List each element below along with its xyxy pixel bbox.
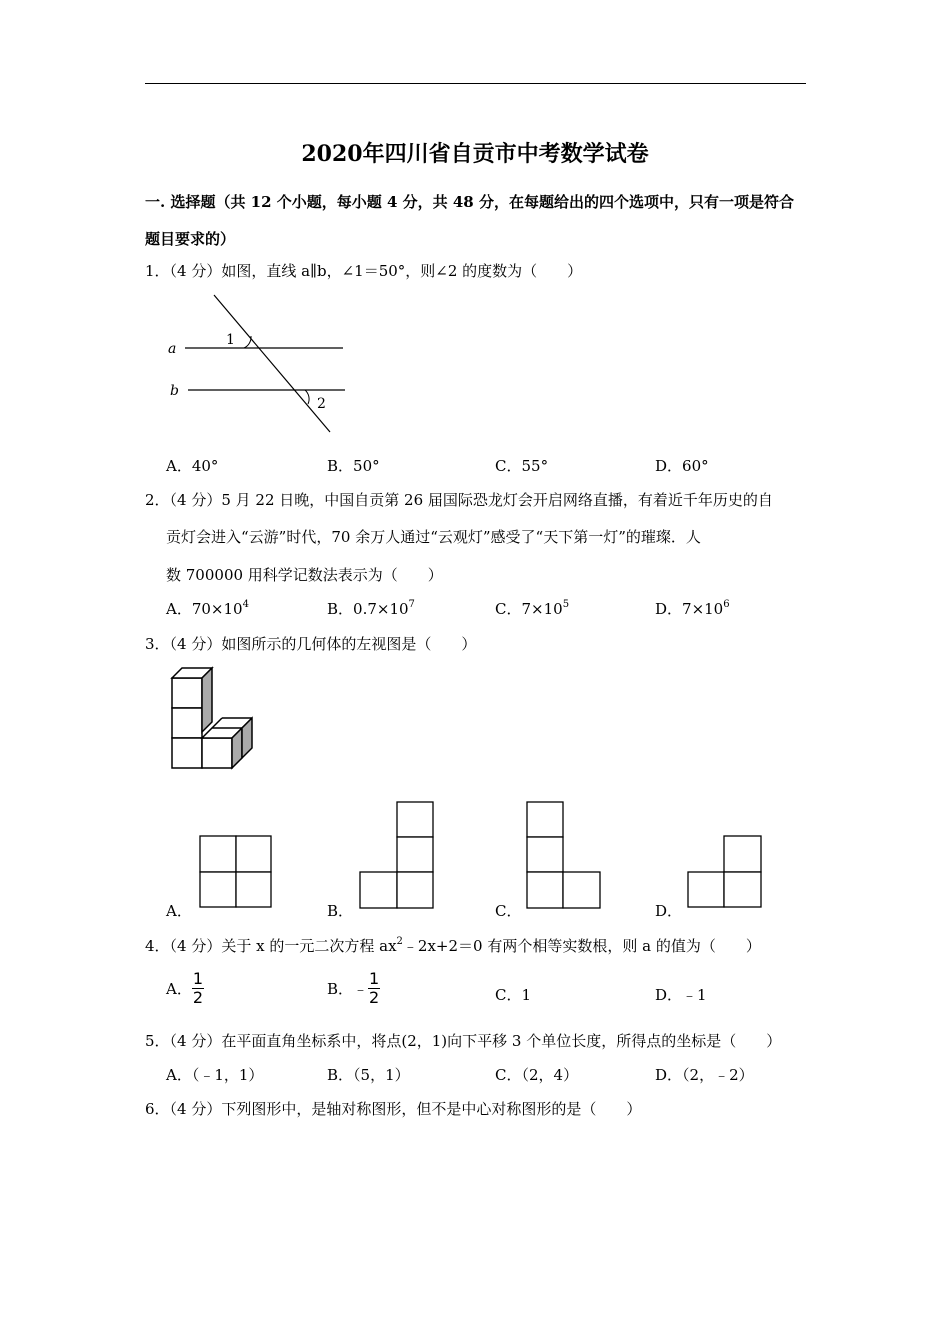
label-angle-2: 2 bbox=[317, 396, 326, 412]
label-a: a bbox=[168, 341, 177, 357]
q2-option-d: D．$7\times 10^6$ bbox=[655, 599, 730, 618]
q1-option-a: A．40° bbox=[166, 457, 219, 475]
q5-option-d: D．（2，﹣2） bbox=[655, 1066, 754, 1084]
section-heading-cont: 题目要求的） bbox=[145, 230, 236, 248]
q3-option-a-label: A． bbox=[166, 902, 192, 920]
q1-option-d: D．60° bbox=[655, 457, 709, 475]
q4-option-b: B．﹣ $\frac{1}{2}$ bbox=[327, 969, 380, 1007]
q2-option-b: B．$0.7\times 10^7$ bbox=[327, 599, 415, 618]
question-3-stem: 3．（4 分）如图所示的几何体的左视图是（ ） bbox=[145, 635, 477, 653]
label-angle-1: 1 bbox=[226, 332, 235, 348]
q4-option-a: A． $\frac{1}{2}$ bbox=[166, 969, 204, 1007]
q3-option-c-figure bbox=[526, 801, 601, 909]
header-rule bbox=[145, 83, 806, 84]
label-b: b bbox=[170, 383, 179, 399]
q5-option-a: A．（﹣1，1） bbox=[166, 1066, 264, 1084]
q1-option-c: C．55° bbox=[495, 457, 549, 475]
question-3-solid-figure bbox=[168, 664, 268, 774]
question-2-stem-3: 数 700000 用科学记数法表示为（ ） bbox=[166, 566, 443, 584]
q4-option-d: D．﹣1 bbox=[655, 986, 707, 1004]
question-5-stem: 5．（4 分）在平面直角坐标系中，将点(2，1)向下平移 3 个单位长度，所得点的坐标是（ ） bbox=[145, 1032, 782, 1050]
question-1-stem: 1．（4 分）如图，直线 a∥b，∠1＝50°，则∠2 的度数为（ ） bbox=[145, 262, 583, 280]
angle-2-arc bbox=[305, 390, 309, 404]
q3-option-a-figure bbox=[199, 835, 272, 908]
q5-option-c: C．（2，4） bbox=[495, 1066, 579, 1084]
question-1-figure bbox=[160, 292, 360, 437]
q1-option-b: B．50° bbox=[327, 457, 380, 475]
q2-option-a: A．$70\times 10^4$ bbox=[166, 599, 249, 618]
q3-option-b-figure bbox=[359, 801, 434, 909]
page-title: 2020年四川省自贡市中考数学试卷 bbox=[301, 141, 649, 167]
q3-option-d-figure bbox=[687, 835, 762, 908]
section-heading: 一. 选择题（共 12 个小题，每小题 4 分，共 48 分，在每题给出的四个选项中，只有一项是符合 bbox=[145, 193, 794, 211]
question-6-stem: 6．（4 分）下列图形中，是轴对称图形，但不是中心对称图形的是（ ） bbox=[145, 1100, 642, 1118]
question-2-stem-1: 2．（4 分）5 月 22 日晚，中国自贡第 26 届国际恐龙灯会开启网络直播，有着近千年历史的自 bbox=[145, 491, 773, 509]
q3-option-d-label: D． bbox=[655, 902, 683, 920]
q3-option-c-label: C． bbox=[495, 902, 522, 920]
q5-option-b: B．（5，1） bbox=[327, 1066, 410, 1084]
q4-option-c: C．1 bbox=[495, 986, 532, 1004]
q2-option-c: C．$7\times 10^5$ bbox=[495, 599, 570, 618]
question-4-stem: 4．（4 分）关于 x 的一元二次方程 $ax^2﹣2x+2=0$ 有两个相等实数根，则 a 的值为（ ） bbox=[145, 936, 761, 955]
q3-option-b-label: B． bbox=[327, 902, 354, 920]
question-2-stem-2: 贡灯会进入“云游”时代，70 余万人通过“云观灯”感受了“天下第一灯”的璀璨．人 bbox=[166, 528, 701, 546]
transversal bbox=[214, 295, 330, 432]
